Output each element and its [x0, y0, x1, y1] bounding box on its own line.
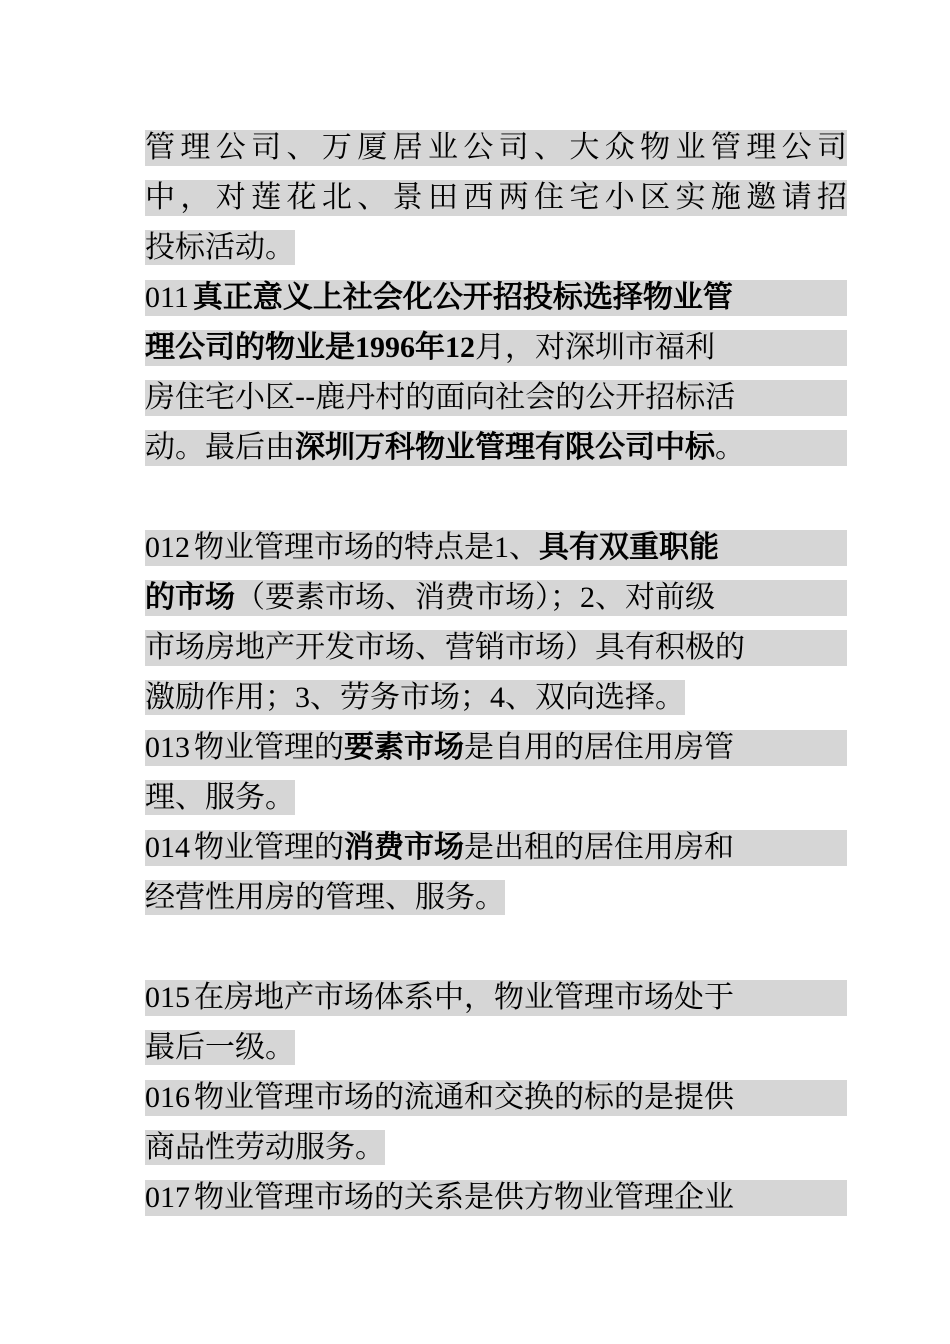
bold-text: 理公司的物业是: [145, 330, 355, 365]
text: 、: [509, 530, 539, 565]
question-number: 011: [145, 281, 189, 314]
text-line: [145, 730, 847, 766]
paragraph-intro: [145, 130, 847, 280]
question-number: 017: [145, 1181, 190, 1214]
question-013: [145, 730, 847, 830]
text: 市场房地产开发市场、营销市场）具有积极的: [145, 630, 745, 665]
text: 物业管理的: [194, 730, 344, 765]
text: 月，对深圳市福利: [475, 330, 715, 365]
text: 物业管理市场的流通和交换的标的是提供: [194, 1080, 734, 1115]
list-number: 3: [295, 681, 310, 714]
text-line: [145, 180, 847, 216]
text: 。: [715, 430, 745, 465]
bold-text: 真正意义上社会化公开招投标选择物业管: [192, 280, 733, 315]
text: 在房地产市场体系中，物业管理市场处于: [194, 980, 734, 1015]
text: 、双向选择。: [505, 680, 685, 715]
text: 经营性用房的管理、服务。: [145, 880, 505, 915]
list-number: 4: [490, 681, 505, 714]
question-number: 016: [145, 1081, 190, 1114]
text: 物业管理的: [194, 830, 344, 865]
question-number: 014: [145, 831, 190, 864]
text: 最后一级。: [145, 1030, 295, 1065]
text-line: [145, 230, 847, 266]
question-012: [145, 530, 847, 730]
year: 1996: [355, 331, 415, 364]
question-number: 015: [145, 981, 190, 1014]
text: 中，对莲花北、景田西两住宅小区实施邀请招: [145, 180, 847, 215]
text: 是出租的居住用房和: [464, 830, 734, 865]
text: 物业管理市场的关系是供方物业管理企业: [194, 1180, 734, 1215]
text-line: [145, 530, 847, 566]
text: 物业管理市场的特点是: [194, 530, 494, 565]
text-line: [145, 130, 847, 166]
month: 12: [445, 331, 475, 364]
text: 、劳务市场；: [310, 680, 490, 715]
text-line: [145, 830, 847, 866]
question-016: [145, 1080, 847, 1180]
text-line: [145, 1130, 847, 1166]
question-number: 012: [145, 531, 190, 564]
list-number: 2: [580, 581, 595, 614]
text: 房住宅小区--鹿丹村的面向社会的公开招标活: [145, 380, 736, 415]
question-014: [145, 830, 847, 930]
bold-text: 消费市场: [344, 830, 464, 865]
text: 激励作用；: [145, 680, 295, 715]
text-line: [145, 580, 847, 616]
text-line: [145, 980, 847, 1016]
text-line: [145, 280, 847, 316]
bold-text: 深圳万科物业管理有限公司中标: [295, 430, 715, 465]
question-number: 013: [145, 731, 190, 764]
text-line: [145, 630, 847, 666]
text: 理、服务。: [145, 780, 295, 815]
text-line: [145, 330, 847, 366]
question-017: [145, 1180, 847, 1230]
list-number: 1: [494, 531, 509, 564]
text-line: [145, 1030, 847, 1066]
bold-text: 要素市场: [344, 730, 464, 765]
text-line: [145, 1180, 847, 1216]
text: 年: [415, 330, 445, 365]
question-015: [145, 980, 847, 1080]
question-011: [145, 280, 847, 480]
text: 管理公司、万厦居业公司、大众物业管理公司: [145, 130, 847, 165]
text: 是自用的居住用房管: [464, 730, 734, 765]
text: 动。最后由: [145, 430, 295, 465]
text-line: [145, 380, 847, 416]
bold-text: 具有双重职能: [539, 530, 719, 565]
text-line: [145, 1080, 847, 1116]
text-line: [145, 780, 847, 816]
text-line: [145, 880, 847, 916]
text-line: [145, 430, 847, 466]
text-line: [145, 680, 847, 716]
text: （要素市场、消费市场）；: [235, 580, 580, 615]
bold-text: 的市场: [145, 580, 235, 615]
text: 、对前级: [595, 580, 715, 615]
text: 商品性劳动服务。: [145, 1130, 385, 1165]
text: 投标活动。: [145, 230, 295, 265]
